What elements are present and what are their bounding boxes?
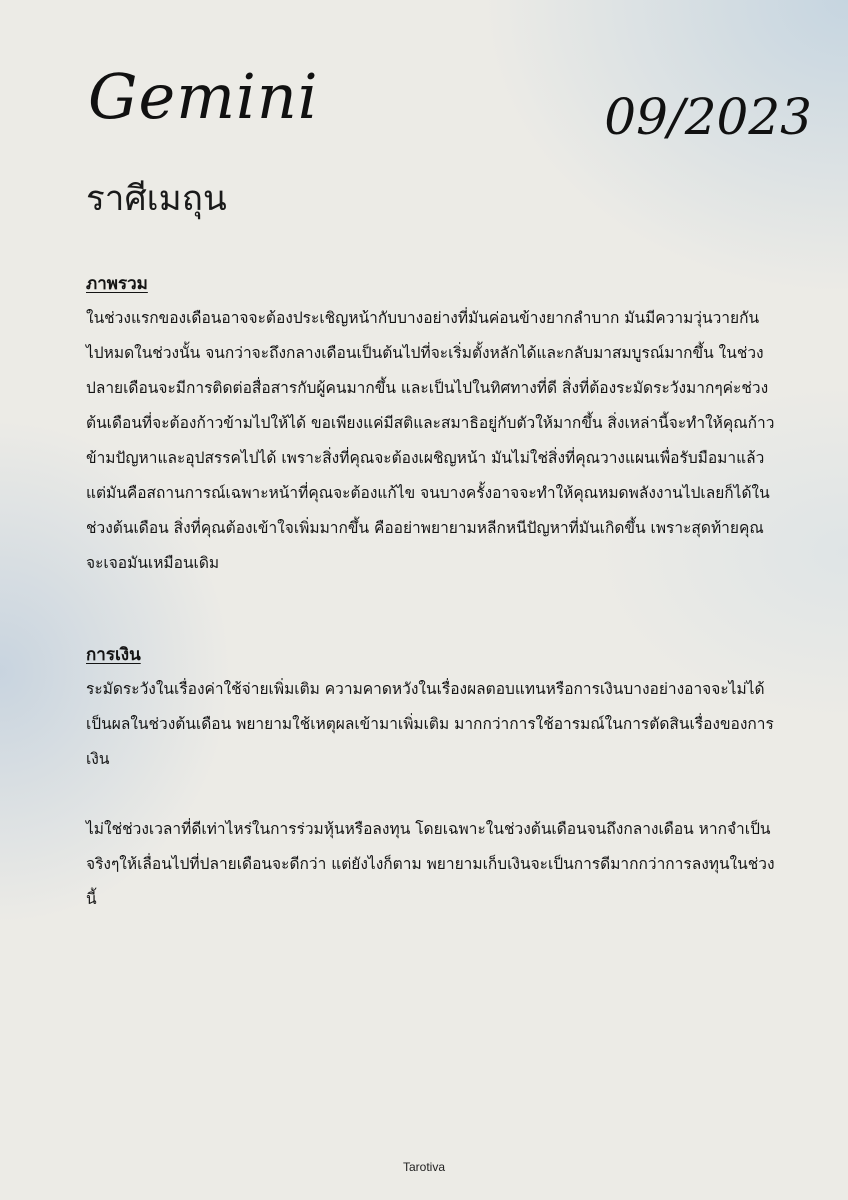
overview-heading: ภาพรวม [86,274,148,294]
finance-section [86,644,776,917]
finance-heading: การเงิน [86,645,141,665]
sign-title-script: Gemini [88,60,319,133]
month-year-date: 09/2023 [604,88,812,146]
footer-brand: Tarotiva [402,1160,446,1174]
overview-section [86,273,776,581]
finance-paragraph-2: ไม่ใช่ช่วงเวลาที่ดีเท่าไหร่ในการร่วมหุ้นหรือลงทุน โดยเฉพาะในช่วงต้นเดือนจนถึงกลางเดือน หากจำเป็นจริงๆให้เลื่อนไปที่ปลายเดือนจะดีกว่า แต่ยังไงก็ตาม พยายามเก็บเงินจะเป็นการดีมากกว่าการลงทุนในช่วงนี้ [86,820,775,908]
finance-paragraph-1: ระมัดระวังในเรื่องค่าใช้จ่ายเพิ่มเติม ความคาดหวังในเรื่องผลตอบแทนหรือการเงินบางอย่างอาจจะไม่ได้เป็นผลในช่วงต้นเดือน พยายามใช้เหตุผลเข้ามาเพิ่มเติม มากกว่าการใช้อารมณ์ในการตัดสินเรื่องของการเงิน [86,680,774,768]
sign-title-thai: ราศีเมถุน [86,179,227,219]
overview-paragraph: ในช่วงแรกของเดือนอาจจะต้องประเชิญหน้ากับบางอย่างที่มันค่อนข้างยากลำบาก มันมีความวุ่นวายกันไปหมดในช่วงนั้น จนกว่าจะถึงกลางเดือนเป็นต้นไปที่จะเริ่มตั้งหลักได้และกลับมาสมบูรณ์มากขึ้น ในช่วงปลายเดือนจะมีการติดต่อสื่อสารกับผู้คนมากขึ้น และเป็นไปในทิศทางที่ดี สิ่งที่ต้องระมัดระวังมากๆค่ะช่วงต้นเดือนที่จะต้องก้าวข้ามไปให้ได้ ขอเพียงแค่มีสติและสมาธิอยู่กับตัวให้มากขึ้น สิ่งเหล่านี้จะทำให้คุณก้าวข้ามปัญหาและอุปสรรคไปได้ เพราะสิ่งที่คุณจะต้องเผชิญหน้า มันไม่ใช่สิ่งที่คุณวางแผนเพื่อรับมือมาแล้ว แต่มันคือสถานการณ์เฉพาะหน้าที่คุณจะต้องแก้ไข จนบางครั้งอาจจะทำให้คุณหมดพลังงานไปเลยก็ได้ในช่วงต้นเดือน สิ่งที่คุณต้องเข้าใจเพิ่มมากขึ้น คืออย่าพยายามหลีกหนีปัญหาที่มันเกิดขึ้น เพราะสุดท้ายคุณจะเจอมันเหมือนเดิม [86,309,775,572]
